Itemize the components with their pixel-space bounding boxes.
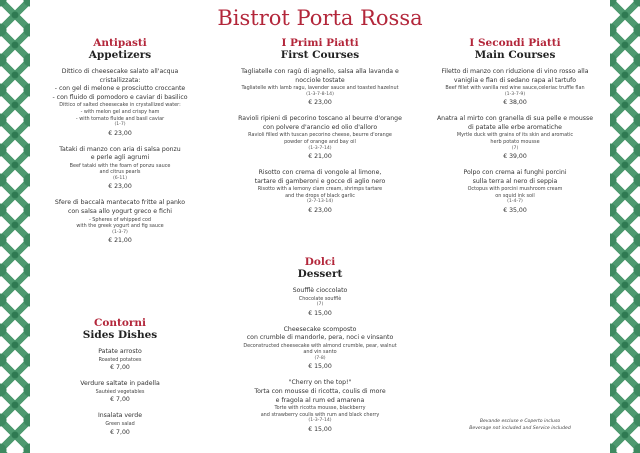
dish-translation-line: Myrtle duck with grains of its skin and aromatic [456,132,574,139]
left-decorative-border [0,0,30,453]
dish-name-line: "Cherry on the top!" [288,379,352,387]
antipasti-section [35,37,205,253]
dish-translation-line: Beef fillet with vanilla red wine sauce,celeriac truffle flan [445,85,585,92]
section-title-en: Dessert [297,268,343,280]
section-title-it: Antipasti [93,37,147,49]
menu-item [35,146,205,192]
dish-name-line: Ravioli ripieni di pecorino toscano al beurre d'orange [238,115,402,123]
dish-name-line: Anatra al mirto con granella di sua pelle e mousse [436,115,594,123]
allergen-codes: (1-3-7-14) [308,145,332,151]
allergen-codes: (1-3-7) [112,229,128,235]
dish-name-line: tartare di gamberoni e gocce di aglio nero [254,177,386,185]
dish-name-line: Sfere di baccalà mantecato fritte al panko [54,199,186,207]
primi-section [232,37,408,223]
dish-name-line: vaniglia e flan di sedano rapa al tartufo [453,76,577,84]
dish-price: € 23,00 [308,99,332,107]
section-title-it: I Primi Piatti [281,37,359,49]
section-title-en: Sides Dishes [82,329,158,341]
dish-name-line: Verdure saltate in padella [80,380,160,388]
menu-item [232,287,408,318]
dish-name-line: cristallizzata: [99,76,141,84]
dish-translation-line: Ravioli filled with tuscan pecorino cheese, beurre d'orange [248,132,392,139]
dish-translation-line: Octopus with porcini mushroom cream [467,186,563,193]
allergen-codes: (2-7-13-14) [306,199,334,205]
dolci-section [232,256,408,442]
menu-item [35,199,205,245]
dish-price: € 7,00 [110,396,130,404]
dish-translation-line: and vin santo [303,349,337,356]
dish-translation-line: with the greek yogurt and fig sauce [76,223,164,230]
allergen-codes: (1-7) [114,122,126,128]
dish-name-line: nocciole tostate [295,76,345,84]
allergen-codes: (1-3-7-8-14) [306,91,334,97]
dish-name-line: Dittico di cheesecake salato all'acqua [61,68,179,75]
menu-item [232,115,408,161]
menu-item [35,68,205,138]
section-title-it: I Secondi Piatti [469,37,561,49]
menu-item [232,326,408,372]
dish-name-line: Patate arrosto [98,348,142,355]
dish-translation-line: herb potato mousse [490,138,540,145]
dish-name-line: Tagliatelle con ragù di agnello, salsa alla lavanda e [241,68,399,75]
dish-name-line: sulla terra al nero di seppia [472,177,558,185]
dish-translation-line: Tagliatelle with lamb ragu, lavender sauce and toasted hazelnut [241,85,399,92]
dish-price: € 21,00 [308,152,332,160]
menu-item [425,68,605,107]
allergen-codes: (7) [511,145,519,151]
dish-name-line: con salsa allo yogurt greco e fichi [67,207,173,215]
dish-translation-line: and citrus pearls [99,169,141,176]
dish-price: € 7,00 [110,364,130,372]
section-title-en: First Courses [280,49,360,61]
dish-name-line: Cheesecake scomposto [283,325,357,333]
dish-translation-line: and strawberry coulis with rum and black cherry [260,411,380,418]
menu-item [232,169,408,215]
section-title-en: Main Courses [474,49,556,61]
right-decorative-border [610,0,640,453]
footer-note [450,418,590,432]
restaurant-title: Bistrot Porta Rossa [217,6,423,30]
contorni-section [35,317,205,445]
menu-item [232,379,408,433]
dish-translation-line: - Spheres of whipped cod [88,216,152,223]
dish-name-line: Torta con mousse di ricotta, coulis di more [254,387,386,395]
dish-price: € 23,00 [108,129,132,137]
dish-name-line: Soufflè cioccolato [292,287,348,294]
dish-price: € 7,00 [110,428,130,436]
dish-name-line: - con fluido di pomodoro e caviar di basilico [52,93,188,101]
menu-item [425,169,605,215]
dish-translation-line: Torte with ricotta mousse, blackberry [274,405,366,412]
dish-name-line: di patate alle erbe aromatiche [468,123,562,131]
dish-price: € 23,00 [108,183,132,191]
footer-note-it: Bevande escluse e Coperto incluso [479,419,561,424]
dish-translation-line: Dittico of salted cheesecake in crystallized water: [59,102,181,109]
section-title-it: Contorni [93,317,146,329]
footer-note-en: Beverage not included and Service included [469,426,571,431]
menu-item [35,348,205,372]
dish-name-line: - con gel di melone e prosciutto croccante [54,85,186,93]
menu-item [232,68,408,107]
dish-name-line: Filetto di manzo con riduzione di vino rosso alla [441,68,589,75]
menu-item [425,115,605,161]
menu-item [35,412,205,436]
dish-translation-line: Beef tataki with the foam of ponzu sauce [69,162,171,169]
dish-name-line: con crumble di mandorle, pera, noci e vinsanto [246,334,394,342]
dish-name-line: Risotto con crema di vongole al limone, [258,168,382,176]
dish-name-line: Tataki di manzo con aria di salsa ponzu [59,145,181,153]
dish-price: € 15,00 [308,309,332,317]
dish-translation-line: Deconstructed cheesecake with almond crumble, pear, walnut [243,342,397,349]
dish-translation-line: Sautéed vegetables [95,388,145,395]
allergen-codes: (1-4-7) [507,199,523,205]
dish-name-line: e fragola al rum ed amarena [275,396,365,404]
allergen-codes: (1-3-7-14) [308,418,332,424]
dish-translation-line: Green salad [105,420,135,427]
dish-name-line: Insalata verde [97,412,143,420]
allergen-codes: (1-3-7-9) [504,91,526,97]
secondi-section [425,37,605,223]
dish-translation-line: and the drops of black garlic [285,192,355,199]
dish-price: € 39,00 [503,152,527,160]
dish-translation-line: Roasted potatoes [98,356,142,363]
dish-translation-line: Chocolate soufflè [298,295,342,302]
menu-item [35,380,205,404]
section-title-en: Appetizers [88,49,152,61]
dish-price: € 15,00 [308,425,332,433]
dish-translation-line: Risotto with a lemony clam cream, shrimps tartare [257,186,383,193]
dish-name-line: e perle agli agrumi [90,154,150,162]
dish-price: € 35,00 [503,206,527,214]
dish-translation-line: on squid ink soil [495,192,535,199]
dish-translation-line: - with melon gel and crispy ham [80,108,160,115]
dish-translation-line: - with tomato fluide and basil caviar [75,115,165,122]
dish-price: € 38,00 [503,99,527,107]
dish-translation-line: powder of orange and bay oil [284,138,356,145]
dish-price: € 23,00 [308,206,332,214]
dish-price: € 21,00 [108,237,132,245]
allergen-codes: (6-11) [112,175,127,181]
dish-name-line: Polpo con crema ai funghi porcini [463,168,567,176]
allergen-codes: (7) [316,302,324,308]
dish-price: € 15,00 [308,363,332,371]
dish-name-line: con polvere d'arancio ed olio d'alloro [262,123,378,131]
section-title-it: Dolci [304,256,336,268]
allergen-codes: (7-8) [314,355,326,361]
